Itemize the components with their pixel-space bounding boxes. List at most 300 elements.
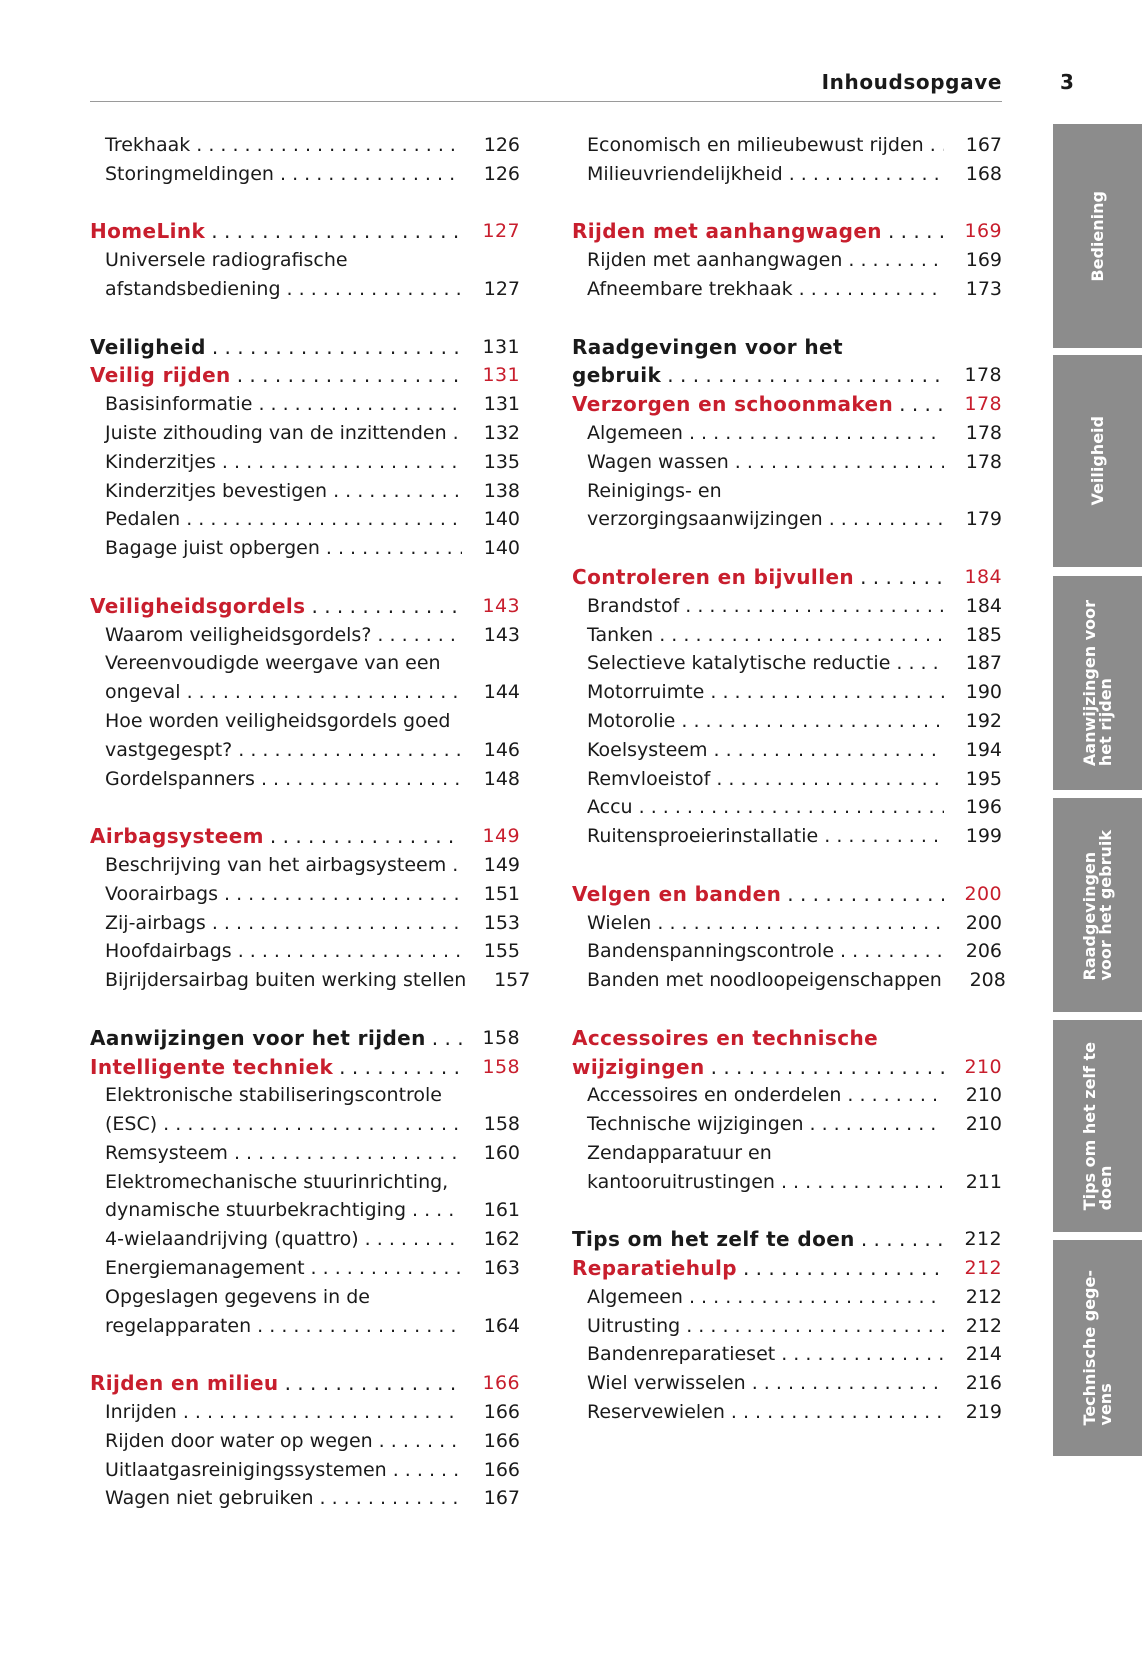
toc-entry[interactable] [572,448,1002,477]
toc-dot-leader [163,1110,462,1139]
toc-entry[interactable] [90,1456,520,1485]
side-tab-label: Veiligheid [1087,416,1107,506]
toc-dot-leader [311,1254,462,1283]
toc-entry-title: Inrijden [105,1401,177,1424]
toc-entry[interactable] [90,649,520,678]
toc-page-number: 160 [483,1141,520,1164]
toc-page-number: 131 [482,364,520,387]
toc-section-heading[interactable] [90,1369,520,1398]
toc-entry-title: Juiste zithouding van de inzittenden [105,421,447,444]
toc-section-heading[interactable] [572,563,1002,592]
toc-entry[interactable] [90,505,520,534]
toc-page-number: 164 [483,1314,520,1337]
toc-dot-leader [365,1225,462,1254]
toc-dot-leader [311,592,462,621]
toc-page-number: 208 [969,969,1006,992]
toc-dot-leader [711,1053,944,1082]
toc-dot-leader [861,1225,944,1254]
toc-dot-leader [659,621,944,650]
toc-page-number: 212 [965,1314,1002,1337]
toc-entry-title: Bandenspanningscontrole [587,940,835,963]
toc-entry[interactable] [90,678,520,707]
toc-entry-title: Universele radiografische [105,249,348,272]
toc-section-heading[interactable] [90,822,520,851]
toc-dot-leader [187,678,462,707]
toc-entry-title: Veiligheid [90,334,206,359]
toc-entry[interactable] [572,505,1002,534]
toc-page-number: 157 [494,969,531,992]
toc-entry[interactable] [572,937,1002,966]
toc-entry[interactable] [90,1225,520,1254]
side-tab-raadgevingen[interactable] [1053,798,1142,1012]
toc-entry-title: dynamische stuurbekrachtiging [105,1199,407,1222]
toc-section-heading[interactable] [572,880,1002,909]
toc-entry-title: Energiemanagement [105,1257,305,1280]
toc-entry-title: Verzorgen en schoonmaken [572,392,894,417]
toc-page-number: 140 [483,508,520,531]
toc-dot-leader [860,563,944,592]
section-spacer [572,995,1002,1024]
toc-dot-leader [731,1398,944,1427]
toc-dot-leader [196,131,462,160]
toc-dot-leader [789,160,944,189]
toc-dot-leader [183,1398,462,1427]
toc-dot-leader [781,1168,944,1197]
toc-dot-leader [453,419,462,448]
toc-page-number: 194 [965,738,1002,761]
toc-dot-leader [212,909,462,938]
toc-entry-title: Wagen niet gebruiken [105,1487,314,1510]
toc-entry-title: Reservewielen [587,1401,725,1424]
toc-page-number: 210 [965,1113,1002,1136]
toc-entry[interactable] [90,1110,520,1139]
toc-entry[interactable] [572,246,1002,275]
side-tab-label: Bediening [1087,190,1107,282]
toc-dot-leader [840,937,944,966]
toc-section-heading[interactable] [572,361,1002,390]
toc-entry[interactable] [572,275,1002,304]
toc-dot-leader [667,361,944,390]
toc-section-heading[interactable] [90,333,520,362]
toc-entry[interactable] [90,275,520,304]
toc-page-number: 195 [965,767,1002,790]
toc-dot-leader [377,621,462,650]
toc-page-number: 166 [482,1372,520,1395]
toc-entry[interactable] [90,1312,520,1341]
toc-entry-title: Uitrusting [587,1314,681,1337]
toc-dot-leader [320,1484,462,1513]
toc-dot-leader [393,1456,462,1485]
toc-entry[interactable] [572,822,1002,851]
toc-dot-leader [799,275,944,304]
toc-section-heading[interactable] [572,1225,1002,1254]
toc-entry-title: Rijden door water op wegen [105,1429,373,1452]
toc-page-number: 212 [965,1285,1002,1308]
section-spacer [572,189,1002,218]
toc-dot-leader [930,131,944,160]
toc-section-heading[interactable] [572,1254,1002,1283]
toc-entry-title: 4-wielaandrijving (quattro) [105,1228,359,1251]
section-spacer [90,304,520,333]
toc-page-number: 138 [483,479,520,502]
toc-entry[interactable] [90,1254,520,1283]
toc-page-number: 169 [964,220,1002,243]
toc-entry[interactable] [90,966,531,995]
toc-dot-leader [781,1340,944,1369]
toc-dot-leader [848,246,944,275]
toc-entry-title: Hoofdairbags [105,940,232,963]
toc-dot-leader [899,390,944,419]
toc-entry[interactable] [90,1283,520,1312]
toc-entry-title: wijzigingen [572,1054,705,1079]
toc-page-number: 178 [964,393,1002,416]
toc-page-number: 155 [483,940,520,963]
toc-page-number: 163 [483,1257,520,1280]
toc-page-number: 149 [483,853,520,876]
toc-entry-title: Wiel verwisselen [587,1372,746,1395]
toc-entry-title: Kinderzitjes bevestigen [105,479,328,502]
toc-entry[interactable] [572,649,1002,678]
toc-entry[interactable] [90,937,520,966]
toc-entry[interactable] [90,1484,520,1513]
toc-dot-leader [689,1283,944,1312]
toc-dot-leader [211,217,462,246]
toc-page-number: 143 [482,594,520,617]
toc-entry-title: Vereenvoudigde weergave van een [105,652,441,675]
toc-entry[interactable] [90,477,520,506]
toc-page-number: 168 [965,162,1002,185]
toc-page-number: 166 [483,1401,520,1424]
toc-page-number: 179 [965,508,1002,531]
toc-dot-leader [432,1024,462,1053]
section-spacer [90,995,520,1024]
toc-entry[interactable] [90,534,520,563]
toc-dot-leader [261,765,462,794]
toc-entry-title: ongeval [105,681,181,704]
toc-entry-title: Waarom veiligheidsgordels? [105,623,372,646]
toc-entry-title: Rijden met aanhangwagen [587,249,843,272]
toc-entry-title: Kinderzitjes [105,450,216,473]
toc-entry[interactable] [90,1427,520,1456]
toc-dot-leader [787,880,944,909]
toc-page-number: 200 [965,911,1002,934]
toc-page-number: 178 [965,450,1002,473]
toc-page-number: 196 [965,796,1002,819]
section-spacer [90,793,520,822]
toc-section-heading[interactable] [90,217,520,246]
toc-entry-title: Accu [587,796,633,819]
toc-section-heading[interactable] [90,1053,520,1082]
toc-section-heading[interactable] [572,1024,1002,1053]
toc-entry-title: Uitlaatgasreinigingssystemen [105,1458,387,1481]
toc-dot-leader [689,419,944,448]
toc-dot-leader [238,937,462,966]
toc-page-number: 167 [483,1487,520,1510]
toc-entry[interactable] [572,966,1006,995]
toc-dot-leader [238,736,462,765]
toc-page-number: 214 [965,1343,1002,1366]
toc-dot-leader [639,793,944,822]
toc-entry-title: Elektromechanische stuurinrichting, [105,1170,449,1193]
toc-page-number: 148 [483,767,520,790]
toc-entry-title: Controleren en bijvullen [572,564,855,589]
toc-entry-title: Bagage juist opbergen [105,537,320,560]
toc-page-number: 131 [482,335,520,358]
toc-entry-title: Algemeen [587,1285,683,1308]
toc-entry[interactable] [90,1398,520,1427]
toc-page-number: 161 [483,1199,520,1222]
toc-page-number: 187 [965,652,1002,675]
toc-entry[interactable] [572,477,1002,506]
toc-section-heading[interactable] [572,217,1002,246]
page-title: Inhoudsopgave [821,70,1002,94]
toc-section-heading[interactable] [90,592,520,621]
toc-entry-title: Motorruimte [587,681,705,704]
toc-entry-title: Economisch en milieubewust rijden [587,134,924,156]
toc-entry-title: Selectieve katalytische reductie [587,652,891,675]
toc-entry[interactable] [90,1196,520,1225]
toc-dot-leader [234,1139,462,1168]
toc-right-column [572,131,1006,1427]
toc-entry-title: Veiligheidsgordels [90,593,306,618]
toc-dot-leader [285,1369,462,1398]
toc-entry[interactable] [90,880,520,909]
toc-entry-title: Zendapparatuur en [587,1141,772,1164]
toc-entry-title: Zij-airbags [105,911,206,934]
toc-entry-title: Brandstof [587,594,680,617]
toc-dot-leader [333,477,462,506]
toc-entry[interactable] [572,131,1002,160]
toc-entry[interactable] [90,707,520,736]
toc-entry-title: Elektronische stabiliseringscontrole [105,1084,442,1107]
toc-entry[interactable] [572,1398,1002,1427]
toc-entry-title: HomeLink [90,219,206,244]
toc-dot-leader [287,275,462,304]
toc-page-number: 127 [482,220,520,243]
toc-dot-leader [716,765,944,794]
toc-entry[interactable] [572,765,1002,794]
toc-page-number: 158 [482,1055,520,1078]
toc-entry-title: Tanken [587,623,654,646]
toc-entry-title: Veilig rijden [90,363,231,388]
toc-page-number: 135 [483,450,520,473]
toc-page-number: 162 [483,1228,520,1251]
toc-page-number: 126 [483,134,520,156]
toc-entry-title: Bijrijdersairbag buiten werking stellen [105,969,467,992]
toc-entry-title: Technische wijzigingen [587,1113,804,1136]
toc-entry[interactable] [90,448,520,477]
toc-page-number: 200 [964,882,1002,905]
side-tab-aanwijzingen[interactable] [1053,576,1142,790]
toc-dot-leader [735,448,944,477]
toc-entry[interactable] [90,131,520,160]
toc-dot-leader [888,217,944,246]
toc-dot-leader [237,361,462,390]
toc-page-number: 127 [483,277,520,300]
toc-page-number: 144 [483,681,520,704]
toc-entry[interactable] [572,1312,1002,1341]
toc-entry[interactable] [572,909,1002,938]
toc-entry[interactable] [572,707,1002,736]
toc-entry-title: Wagen wassen [587,450,729,473]
toc-entry-title: Trekhaak [105,134,191,156]
toc-dot-leader [212,333,462,362]
toc-entry[interactable] [572,419,1002,448]
toc-section-heading[interactable] [572,333,1002,362]
toc-page-number: 210 [965,1084,1002,1107]
toc-dot-leader [829,505,944,534]
toc-entry-title: Remvloeistof [587,767,711,790]
toc-entry-title: Intelligente techniek [90,1054,334,1079]
toc-dot-leader [710,678,944,707]
section-spacer [90,563,520,592]
toc-section-heading[interactable] [90,1024,520,1053]
toc-page-number: 211 [965,1170,1002,1193]
toc-entry[interactable] [572,1283,1002,1312]
toc-entry-title: Gordelspanners [105,767,255,790]
toc-entry[interactable] [90,1081,520,1110]
toc-dot-leader [326,534,462,563]
toc-page-number: 199 [965,825,1002,848]
toc-dot-leader [714,736,945,765]
toc-page-number: 167 [965,134,1002,156]
toc-entry[interactable] [572,678,1002,707]
toc-entry-title: Basisinformatie [105,393,253,416]
toc-dot-leader [339,1053,462,1082]
section-spacer [572,534,1002,563]
toc-entry[interactable] [572,160,1002,189]
toc-dot-leader [224,880,462,909]
toc-page-number: 185 [965,623,1002,646]
section-spacer [572,1196,1002,1225]
toc-entry[interactable] [572,793,1002,822]
toc-dot-leader [810,1110,944,1139]
toc-section-heading[interactable] [572,1053,1002,1082]
toc-page-number: 149 [482,825,520,848]
toc-page-number: 184 [965,594,1002,617]
toc-page-number: 192 [965,709,1002,732]
toc-entry[interactable] [572,621,1002,650]
toc-entry[interactable] [90,160,520,189]
toc-page-number: 216 [965,1372,1002,1395]
toc-page-number: 143 [483,623,520,646]
toc-entry[interactable] [572,592,1002,621]
side-tab-technische-gegevens[interactable] [1053,1240,1142,1456]
toc-entry-title: Rijden met aanhangwagen [572,219,882,244]
toc-entry[interactable] [90,246,520,275]
toc-entry-title: Tips om het zelf te doen [572,1227,855,1252]
toc-entry-title: Afneembare trekhaak [587,277,793,300]
toc-entry-title: verzorgingsaanwijzingen [587,508,823,531]
section-spacer [90,1340,520,1369]
toc-entry-title: Hoe worden veiligheidsgordels goed [105,709,451,732]
toc-entry-title: Banden met noodloopeigenschappen [587,969,942,992]
toc-dot-leader [685,592,944,621]
toc-entry-title: (ESC) [105,1113,158,1136]
side-tab-label: Aanwijzingen voor het rijden [1079,599,1115,767]
toc-page-number: 166 [483,1458,520,1481]
toc-entry[interactable] [90,1139,520,1168]
toc-entry-title: Bandenreparatieset [587,1343,776,1366]
toc-dot-leader [847,1081,944,1110]
toc-entry[interactable] [90,419,520,448]
toc-page-number: 166 [483,1429,520,1452]
toc-entry[interactable] [572,1168,1002,1197]
toc-dot-leader [222,448,462,477]
toc-entry-title: Opgeslagen gegevens in de [105,1285,370,1308]
toc-page-number: 151 [483,882,520,905]
toc-page-number: 169 [965,249,1002,272]
toc-entry-title: kantooruitrustingen [587,1170,775,1193]
toc-dot-leader [280,160,462,189]
toc-entry-title: regelapparaten [105,1314,252,1337]
toc-dot-leader [379,1427,462,1456]
toc-entry[interactable] [90,1168,520,1197]
toc-dot-leader [270,822,462,851]
toc-entry-title: Koelsysteem [587,738,708,761]
toc-entry[interactable] [572,1139,1002,1168]
toc-page-number: 178 [964,364,1002,387]
toc-entry[interactable] [572,1081,1002,1110]
toc-entry[interactable] [90,621,520,650]
toc-page-number: 158 [483,1113,520,1136]
toc-section-heading[interactable] [90,361,520,390]
toc-page-number: 212 [964,1228,1002,1251]
section-spacer [90,189,520,218]
toc-dot-leader [657,909,944,938]
toc-page-number: 210 [964,1055,1002,1078]
toc-page-number: 190 [965,681,1002,704]
section-spacer [572,304,1002,333]
toc-dot-leader [257,1312,462,1341]
toc-entry-title: Accessoires en onderdelen [587,1084,842,1107]
toc-entry-title: Motorolie [587,709,676,732]
side-tab-bediening[interactable] [1053,124,1142,348]
toc-entry-title: Velgen en banden [572,881,782,906]
toc-entry-title: Reparatiehulp [572,1256,737,1281]
toc-page-number: 212 [964,1257,1002,1280]
toc-entry[interactable] [572,1110,1002,1139]
toc-entry[interactable] [90,909,520,938]
toc-dot-leader [186,505,462,534]
toc-entry[interactable] [90,736,520,765]
toc-entry[interactable] [572,1340,1002,1369]
toc-page-number: 178 [965,421,1002,444]
toc-entry-title: Milieuvriendelijkheid [587,162,783,185]
toc-entry[interactable] [90,851,520,880]
toc-page-number: 219 [965,1401,1002,1424]
toc-dot-leader [412,1196,462,1225]
toc-entry[interactable] [90,390,520,419]
header-divider [90,101,1002,102]
toc-entry-title: Algemeen [587,421,683,444]
toc-entry-title: Pedalen [105,508,181,531]
toc-page-number: 206 [965,940,1002,963]
toc-entry[interactable] [572,736,1002,765]
toc-entry[interactable] [90,765,520,794]
toc-section-heading[interactable] [572,390,1002,419]
side-tab-tips[interactable] [1053,1020,1142,1232]
toc-page-number: 126 [483,162,520,185]
toc-page-number: 132 [483,421,520,444]
toc-dot-leader [686,1312,944,1341]
side-tab-label: Raadgevingen voor het gebruik [1079,829,1115,981]
toc-dot-leader [681,707,944,736]
toc-entry-title: Airbagsysteem [90,824,264,849]
side-tab-veiligheid[interactable] [1053,355,1142,567]
toc-entry[interactable] [572,1369,1002,1398]
toc-entry-title: gebruik [572,363,662,388]
